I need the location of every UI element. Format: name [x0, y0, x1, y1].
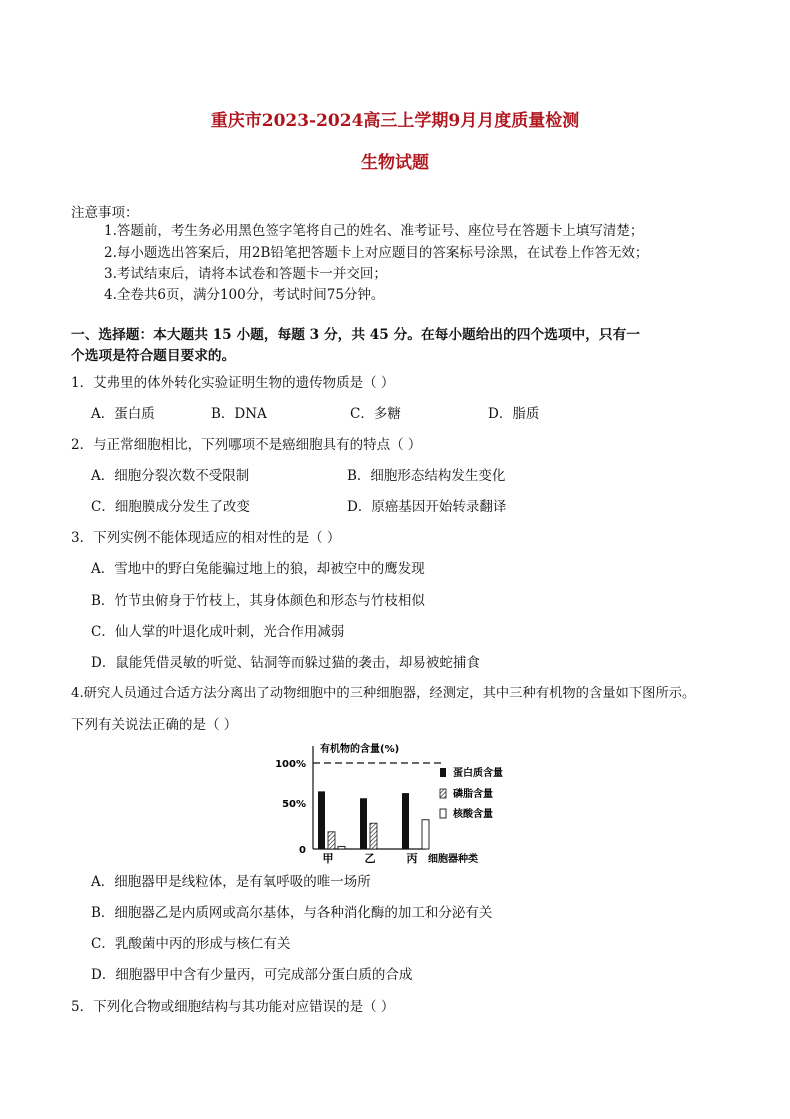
bar-protein-乙 — [360, 798, 367, 849]
question-stem: 3．下列实例不能体现适应的相对性的是（ ） — [71, 530, 341, 546]
bar-nucleic-acid-丙 — [422, 820, 429, 849]
x-category-label: 丙 — [406, 852, 418, 865]
section-heading: 一、选择题：本大题共 15 小题，每题 3 分，共 45 分。在每小题给出的四个选项中，只有一 — [71, 327, 640, 343]
option-b: B．DNA — [211, 406, 267, 422]
y-axis-label: 有机物的含量(%) — [320, 744, 400, 755]
notice-item: 3.考试结束后，请将本试卷和答题卡一并交回； — [104, 266, 387, 282]
legend-swatch-protein — [440, 768, 446, 777]
legend-label: 蛋白质含量 — [453, 768, 503, 779]
option-d: D．原癌基因开始转录翻译 — [347, 499, 507, 515]
option-c: C．多糖 — [350, 406, 401, 422]
section-heading-cont: 个选项是符合题目要求的。 — [71, 348, 236, 364]
option-a: A．蛋白质 — [91, 406, 155, 422]
option-a: A．细胞分裂次数不受限制 — [91, 468, 250, 484]
option-b: B．细胞形态结构发生变化 — [347, 468, 506, 484]
notice-heading: 注意事项： — [71, 205, 139, 221]
legend-label: 磷脂含量 — [453, 789, 493, 800]
option-c: C．细胞膜成分发生了改变 — [91, 499, 250, 515]
option-a: A．细胞器甲是线粒体，是有氧呼吸的唯一场所 — [91, 874, 371, 890]
x-axis-label: 细胞器种类 — [428, 854, 478, 865]
x-category-label: 甲 — [322, 852, 334, 865]
question-stem-cont: 下列有关说法正确的是（ ） — [71, 717, 238, 733]
option-d: D．细胞器甲中含有少量丙，可完成部分蛋白质的合成 — [91, 967, 413, 983]
y-tick-label: 50% — [282, 799, 306, 810]
option-b: B．细胞器乙是内质网或高尔基体，与各种消化酶的加工和分泌有关 — [91, 905, 493, 921]
legend-swatch-nucleic-acid — [440, 809, 446, 818]
option-b: B．竹节虫俯身于竹枝上，其身体颜色和形态与竹枝相似 — [91, 593, 425, 609]
bars-group — [318, 791, 429, 849]
page-subtitle: 生物试题 — [361, 153, 429, 173]
option-a: A．雪地中的野白兔能骗过地上的狼，却被空中的鹰发现 — [91, 561, 425, 577]
bar-nucleic-acid-甲 — [338, 846, 345, 849]
option-c: C．乳酸菌中丙的形成与核仁有关 — [91, 936, 291, 952]
option-d: D．脂质 — [488, 406, 540, 422]
y-tick-label: 100% — [275, 759, 306, 770]
option-c: C．仙人掌的叶退化成叶刺，光合作用减弱 — [91, 624, 345, 640]
notice-item: 2.每小题选出答案后，用2B铅笔把答题卡上对应题目的答案标号涂黑，在试卷上作答无效； — [104, 245, 649, 261]
question-stem: 5．下列化合物或细胞结构与其功能对应错误的是（ ） — [71, 999, 395, 1015]
question-stem: 1．艾弗里的体外转化实验证明生物的遗传物质是（ ） — [71, 375, 395, 391]
legend-label: 核酸含量 — [453, 809, 493, 820]
question-stem: 4.研究人员通过合适方法分离出了动物细胞中的三种细胞器，经测定，其中三种有机物的含量如下图所示。 — [71, 686, 696, 701]
x-category-label: 乙 — [364, 852, 376, 865]
notice-item: 4.全卷共6页，满分100分，考试时间75分钟。 — [104, 287, 385, 303]
bar-phospholipid-甲 — [328, 832, 335, 849]
notice-item: 1.答题前，考生务必用黑色签字笔将自己的姓名、准考证号、座位号在答题卡上填写清楚； — [104, 223, 644, 239]
question-stem: 2．与正常细胞相比，下列哪项不是癌细胞具有的特点（ ） — [71, 437, 422, 453]
y-tick-label: 0 — [299, 845, 306, 856]
bar-phospholipid-乙 — [370, 823, 377, 849]
legend-swatch-phospholipid — [440, 789, 446, 798]
bar-chart — [270, 738, 520, 866]
bar-protein-丙 — [402, 793, 409, 849]
option-d: D．鼠能凭借灵敏的听觉、钻洞等而躲过猫的袭击，却易被蛇捕食 — [91, 655, 480, 671]
page-title: 重庆市2023-2024高三上学期9月月度质量检测 — [210, 111, 580, 131]
bar-protein-甲 — [318, 791, 325, 849]
